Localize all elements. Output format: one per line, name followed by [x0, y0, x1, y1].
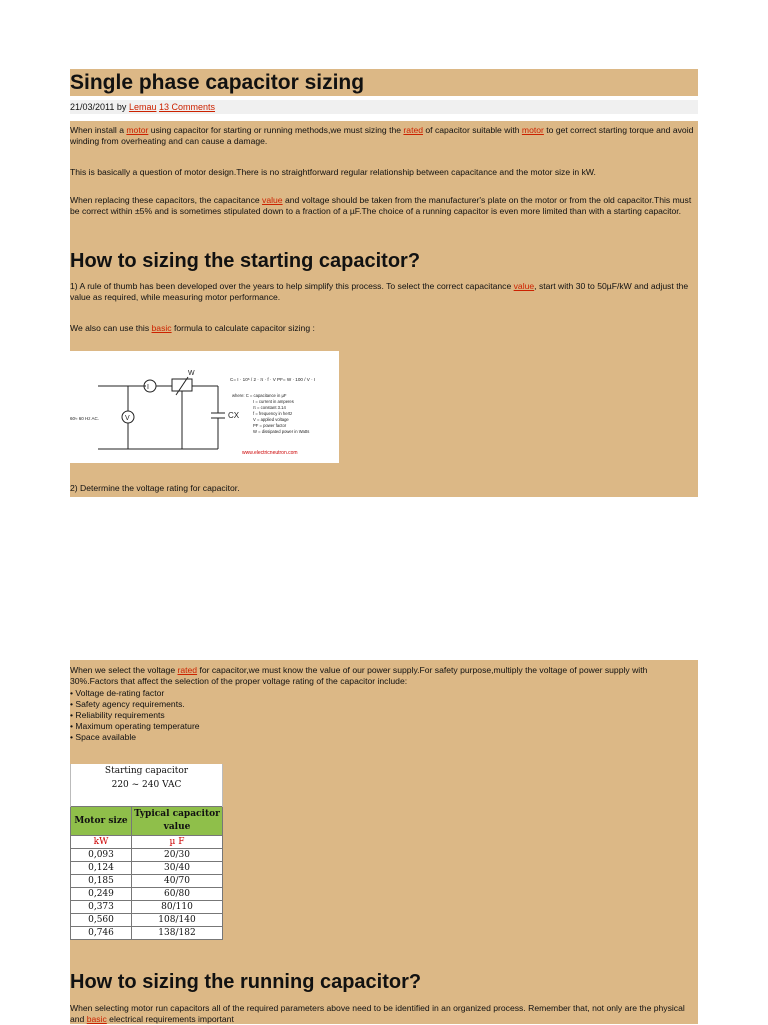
paragraph-design: This is basically a question of motor design.There is no straightforward regular relationship between capacitance and the motor size in kW.	[70, 167, 596, 177]
paragraph-voltage-select: When we select the voltage rated for capacitor,we must know the value of our power supply.For safety purpose,multiply the voltage of power supply with 30%.Factors that affect the selection of the proper voltage rating of the capacitor include:	[70, 665, 648, 686]
svg-text:V = applied voltage: V = applied voltage	[253, 417, 289, 422]
unit-kw: kW	[71, 836, 132, 849]
voltmeter-icon: V	[125, 415, 130, 422]
rated-link-2[interactable]: rated	[177, 665, 198, 675]
table-row: 0,093 20/30	[71, 849, 223, 862]
diagram-w-label: W	[188, 370, 195, 377]
diagram-supply-label: 60≈ 60 Hz AC.	[70, 416, 99, 421]
diagram-cx-label: CX	[228, 411, 240, 420]
by-label: by	[116, 102, 127, 112]
post-date: 21/03/2011	[70, 102, 115, 112]
rated-link[interactable]: rated	[403, 125, 424, 135]
starting-capacitor-table	[70, 764, 223, 940]
motor-link-2[interactable]: motor	[521, 125, 544, 135]
basic-link-2[interactable]: basic	[86, 1014, 107, 1024]
table-row: 0,185 40/70	[71, 875, 223, 888]
diagram-legend	[232, 393, 309, 434]
heading-running-capacitor: How to sizing the running capacitor?	[70, 971, 422, 993]
table-row: 0,560 108/140	[71, 914, 223, 927]
table-row: 0,249 60/80	[71, 888, 223, 901]
value-link[interactable]: value	[262, 195, 283, 205]
table-subcaption: 220 ~ 240 VAC	[71, 778, 223, 792]
svg-text:f = frequency in hertz: f = frequency in hertz	[253, 411, 293, 416]
list-item: • Space available	[70, 732, 137, 742]
author-link[interactable]: Lemau	[128, 102, 157, 112]
heading-starting-capacitor: How to sizing the starting capacitor?	[70, 250, 421, 272]
svg-text:I = current in amperes: I = current in amperes	[253, 399, 294, 404]
svg-text:PF = power factor: PF = power factor	[253, 423, 287, 428]
motor-link[interactable]: motor	[126, 125, 149, 135]
basic-link[interactable]: basic	[151, 323, 172, 333]
table-row: 0,124 30/40	[71, 862, 223, 875]
post-meta	[70, 100, 698, 114]
header-motor-size: Motor size	[71, 807, 132, 836]
unit-uf: µ F	[132, 836, 223, 849]
list-item: • Voltage de-rating factor	[70, 688, 165, 698]
paragraph-voltage-rating: 2) Determine the voltage rating for capacitor.	[70, 483, 240, 493]
svg-text:π = constant 3.14: π = constant 3.14	[253, 405, 286, 410]
diagram-source-url: www.electricneutron.com	[242, 450, 298, 456]
paragraph-replacing: When replacing these capacitors, the capacitance value and voltage should be taken from the manufacturer's plate on the motor or from the old capacitor.This must be correct within ±5% and is sometimes stipulated down to a fraction of a µF.The choice of a running capacitor is even more limited than with a starting capacitor.	[70, 195, 692, 216]
svg-text:where: C = capacitance in µF: where: C = capacitance in µF	[232, 393, 287, 398]
list-item: • Safety agency requirements.	[70, 699, 185, 709]
circuit-diagram	[70, 351, 339, 463]
diagram-formula: C= I · 10⁶ / 2 · π · f · V PF= W · 100 / V · I	[230, 377, 316, 382]
header-capacitor-value: Typical capacitor value	[132, 807, 223, 836]
table-row: 0,746 138/182	[71, 927, 223, 940]
list-item: • Reliability requirements	[70, 710, 165, 720]
comments-link[interactable]: 13 Comments	[158, 102, 216, 112]
ammeter-icon: I	[147, 384, 149, 391]
circuit-diagram-image	[70, 351, 339, 463]
factors-list	[70, 688, 696, 743]
paragraph-rule-of-thumb: 1) A rule of thumb has been developed over the years to help simplify this process. To select the correct capacitance value, start with 30 to 50µF/kW and adjust the value as required, while measuring motor performance.	[70, 281, 689, 302]
page-title: Single phase capacitor sizing	[70, 69, 698, 96]
value-link-2[interactable]: value	[513, 281, 535, 291]
paragraph-running: When selecting motor run capacitors all of the required parameters above need to be identified in an organized process. Remember that, not only are the physical and basic electrical requirements important	[70, 1003, 685, 1024]
svg-text:W = dissipated power in Watts: W = dissipated power in Watts	[253, 429, 310, 434]
list-item: • Maximum operating temperature	[70, 721, 200, 731]
paragraph-formula-intro: We also can use this basic formula to calculate capacitor sizing :	[70, 323, 315, 333]
table-row: 0,373 80/110	[71, 901, 223, 914]
table-caption: Starting capacitor	[71, 764, 223, 778]
paragraph-intro: When install a motor using capacitor for starting or running methods,we must sizing the rated of capacitor suitable with motor to get correct starting torque and avoid winding from overheating and can cause a damage.	[70, 125, 694, 146]
